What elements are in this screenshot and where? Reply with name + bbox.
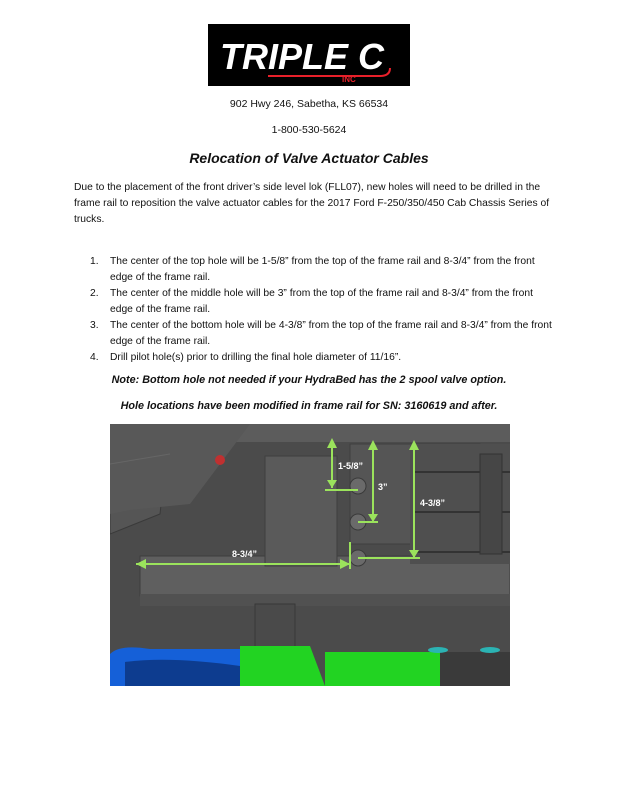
company-phone: 1-800-530-5624 — [271, 124, 347, 136]
step-number: 4. — [90, 352, 99, 363]
step-number: 2. — [90, 288, 99, 299]
list-item — [90, 254, 554, 286]
serial-number-note: Hole locations have been modified in frame rail for SN: 3160619 and after. — [120, 400, 498, 412]
intro-paragraph: Due to the placement of the front driver’s side level lok (FLL07), new holes will need to be drilled in the frame rail to reposition the valve actuator cables for the 2017 Ford F-250/350/450 Cab Chassis Series of trucks. — [74, 182, 550, 225]
instruction-list — [90, 254, 554, 366]
step-text: The center of the top hole will be 1-5/8” from the top of the frame rail and 8-3/4” from the front edge of the frame rail. — [110, 256, 535, 283]
step-number: 3. — [90, 320, 99, 331]
spool-valve-note: Note: Bottom hole not needed if your HydraBed has the 2 spool valve option. — [111, 374, 507, 386]
logo-suffix: INC — [342, 75, 356, 84]
step-text: The center of the bottom hole will be 4-3/8” from the top of the frame rail and 8-3/4” from the front edge of the frame rail. — [110, 320, 552, 347]
step-number: 1. — [90, 256, 99, 267]
list-item — [90, 286, 554, 318]
document-title: Relocation of Valve Actuator Cables — [189, 150, 429, 166]
step-text: The center of the middle hole will be 3” from the top of the frame rail and 8-3/4” from the front edge of the frame rail. — [110, 288, 533, 315]
triple-c-logo — [208, 24, 410, 86]
dimension-label-middle: 3” — [378, 482, 388, 492]
step-text: Drill pilot hole(s) prior to drilling the final hole diameter of 11/16”. — [110, 352, 402, 363]
dimension-label-horizontal: 8-3/4” — [232, 549, 258, 559]
company-address: 902 Hwy 246, Sabetha, KS 66534 — [229, 98, 389, 110]
logo-wordmark: TRIPLE C — [220, 36, 385, 77]
list-item — [90, 318, 554, 350]
dimension-label-bottom: 4-3/8” — [420, 498, 446, 508]
list-item — [90, 350, 554, 366]
dimension-label-top: 1-5/8” — [338, 461, 364, 471]
frame-rail-diagram — [110, 424, 510, 686]
